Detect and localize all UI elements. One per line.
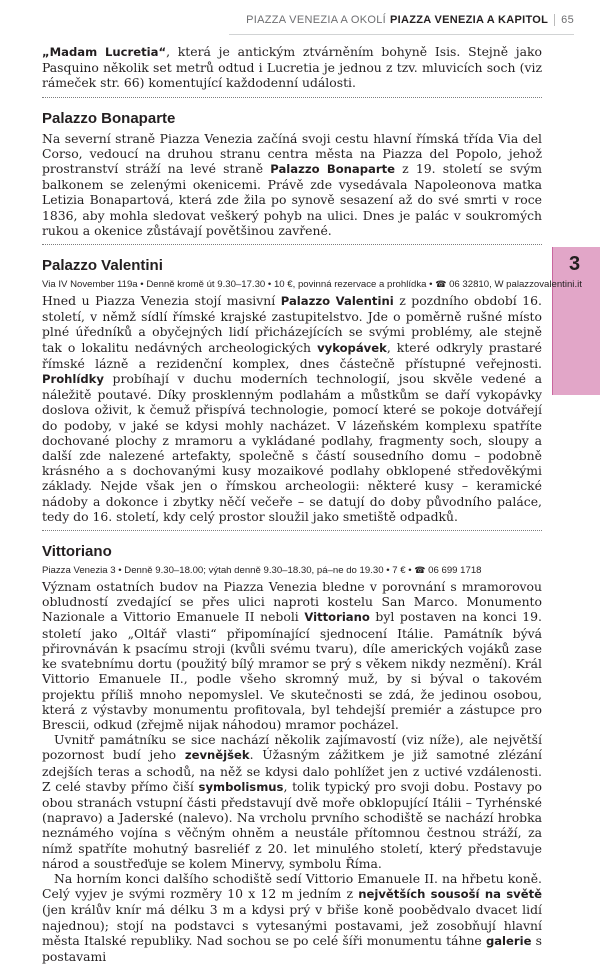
page-number: 65	[554, 14, 574, 26]
text-run: z 19. století se svým balkonem se zelenými okenicemi. Právě zde vysedávala Napoleonova matka Letizia Bonapartová, která zde žila po synově sesazení až do své smrti v roce 1836, aby mohla sledovat veškerý pohyb na ulici. Dnes je palác v soukromých rukou a okenice zůstávají povětšinou zavřené.	[42, 161, 542, 238]
info-website-link[interactable]: palazzovalentini.it	[506, 279, 582, 291]
section-divider	[42, 244, 542, 245]
chapter-tab	[552, 247, 600, 395]
info-phone: 06 32810,	[449, 279, 495, 291]
text-run: byl postaven na konci 19. století jako „Oltář vlasti“ připomínající sjednocení Itálie. Památník bývá přirovnáván k psacímu stroji (kvůli svému tvaru), díle amerických vojáků zase ke svatebnímu dortu (použitý bílý mramor se prý s věkem nikdy nezmění). Král Vittorio Emanuele II., podle všeho skromný muž, by si býval o takovém projektu příliš mnoho nepomyslel. Ve skutečnosti se zdá, že jedinou osobou, která z výstavby monumentu profitovala, byl tehdejší premiér a zástupce pro Brescii, odkud (zřejmě nijak náhodou) mramor pocházel.	[42, 609, 542, 732]
text-run: Hned u Piazza Venezia stojí masivní	[42, 293, 281, 309]
web-icon: W	[494, 279, 507, 291]
phone-icon: ☎	[435, 279, 447, 290]
intro-bold: „Madam Lucretia“	[42, 45, 167, 59]
section-divider	[42, 530, 542, 531]
vittoriano-paragraph-1	[42, 579, 542, 732]
vittoriano-info-line	[42, 564, 542, 577]
bonaparte-paragraph	[42, 131, 542, 238]
bold-term: největších sousoší na světě	[358, 887, 542, 902]
bold-term: zevnějšek	[184, 748, 250, 763]
text-run: , které odkryly prastaré římské lázně a rezidenční komplex, dnes částečně přístupné veřejnosti.	[42, 339, 543, 371]
page-content	[42, 44, 582, 964]
intro-text: , která je antickým ztvárněním bohyně Isis. Stejně jako Pasquino několik set metrů odtud i Lucretia je jednou z tzv. mluvicích soch (viz rámeček str. 66) komentující každodenní události.	[42, 44, 542, 91]
section-title-valentini: Palazzo Valentini	[42, 257, 163, 275]
bold-term: vykopávek	[317, 340, 387, 355]
text-run: , tolik typický pro svoji dobu. Postavy po obou stranách vstupní části představují dvě moře obklopující Itálii – Tyrhénské (napravo) a Jaderské (nalevo). Na vrcholu prvního schodiště se nachází hrobka neznámého vojína s věčným ohněm a neustále přítomnou čestnou stráží, za nímž spatříte mohutný basreliéf z 20. let minulého století, který představuje národ a soustřeďuje se kolem Minervy, symbolu Říma.	[42, 778, 542, 871]
bold-term: Prohlídky	[42, 372, 104, 387]
running-head-chapter: PIAZZA VENEZIA A KAPITOL	[390, 14, 549, 26]
intro-paragraph	[42, 44, 542, 91]
bold-term: galerie	[485, 933, 532, 948]
valentini-paragraph	[42, 293, 542, 524]
text-run: s postavami	[42, 932, 542, 964]
running-head	[229, 14, 574, 36]
running-head-section: PIAZZA VENEZIA A OKOLÍ	[246, 14, 386, 26]
section-title-vittoriano: Vittoriano	[42, 543, 112, 561]
text-run: Na severní straně Piazza Venezia začíná svoji cestu hlavní římská třída Via del Corso, vedoucí na druhou stranu centra města na Piazza del Popolo, jehož prostranství stráží na levé straně	[42, 130, 542, 177]
info-text: Piazza Venezia 3 • Denně 9.30–18.00; výtah denně 9.30–18.30, pá–ne do 19.30 • 7 € •	[42, 565, 415, 577]
vittoriano-paragraph-3	[42, 871, 542, 964]
text-run: Význam ostatních budov na Piazza Venezia bledne v porovnání s mramorovou obludností zvedající se přes ulici naproti kostelu San Marco. Monumento Nazionale a Vittorio Emanuele II neboli	[42, 579, 542, 625]
phone-icon: ☎	[414, 565, 426, 576]
vittoriano-paragraph-2	[42, 732, 542, 871]
text-run: z pozdního období 16. století, v němž sídlí římské krajské zastupitelstvo. Jde o poměrně rušné místo plné úředníků a obyčejných lidí přicházejících se svými problémy, ale stejně tak o lokalitu nedávných archeologických	[42, 293, 542, 355]
bold-term: Vittoriano	[304, 610, 370, 625]
bold-term: symbolismus	[198, 779, 284, 794]
text-run: Na horním konci dalšího schodiště sedí Vittorio Emanuele II. na hřbetu koně. Celý vyjev je svými rozměry 10 x 12 m jedním z	[42, 870, 542, 902]
text-run: Uvnitř památníku se sice nachází několik zajímavostí (viz níže), ale největší pozornost budí jeho	[42, 732, 542, 763]
bold-term: Palazzo Valentini	[280, 294, 394, 309]
bold-term: Palazzo Bonaparte	[270, 162, 395, 177]
text-run: probíhají v duchu moderních technologií, jsou skvěle vedené a náležitě poutavé. Díky prosklenným podlahám a můstkům se daří vykopávky doslova oživit, k čemuž přispívá technologie, pomocí které se pokoje dotvářejí do podoby, v jaké se kdysi mohly nacházet. V lázeňském komplexu spatříte dochované plochy z mramoru a vykládané podlahy, fragmenty soch, sloupy a další zde nalezené artefakty, společně s částí sousedního domu – podobně krásného a s dochovanými kusy mozaikové podlahy obklopené středověkými základy. Nejde však jen o římskou archeologii: některé kusy – keramické nádoby a dokonce i zbytky něčí večeře – se datují do doby původního paláce, tedy do 16. století, kdy celý prostor sloužil jako smetiště odpadků.	[42, 371, 542, 524]
section-divider	[42, 97, 542, 98]
text-run: (jen králův knír má délku 3 m a kdysi prý v břiše koně poobědvalo dvacet lidí najednou); stojí na podstavci s vytesanými postavami, jež zosobňují hlavní města Italské republiky. Nad sochou se po celé šíři monumentu táhne	[42, 902, 542, 948]
info-text: Via IV November 119a • Denně kromě út 9.30–17.30 • 10 €, povinná rezervace a prohlídka •	[42, 279, 436, 291]
info-phone: 06 699 1718	[428, 565, 482, 577]
valentini-info-line	[42, 278, 582, 291]
header-rule	[229, 34, 574, 35]
section-title-bonaparte: Palazzo Bonaparte	[42, 109, 176, 127]
text-run: . Úžasným zážitkem je již samotné zlézání zdejších teras a schodů, na něž se kdysi dalo pohlížet jen z uctivé vzdálenosti. Z celé stavby přímo čiší	[42, 747, 542, 794]
chapter-tab-number: 3	[569, 253, 581, 275]
